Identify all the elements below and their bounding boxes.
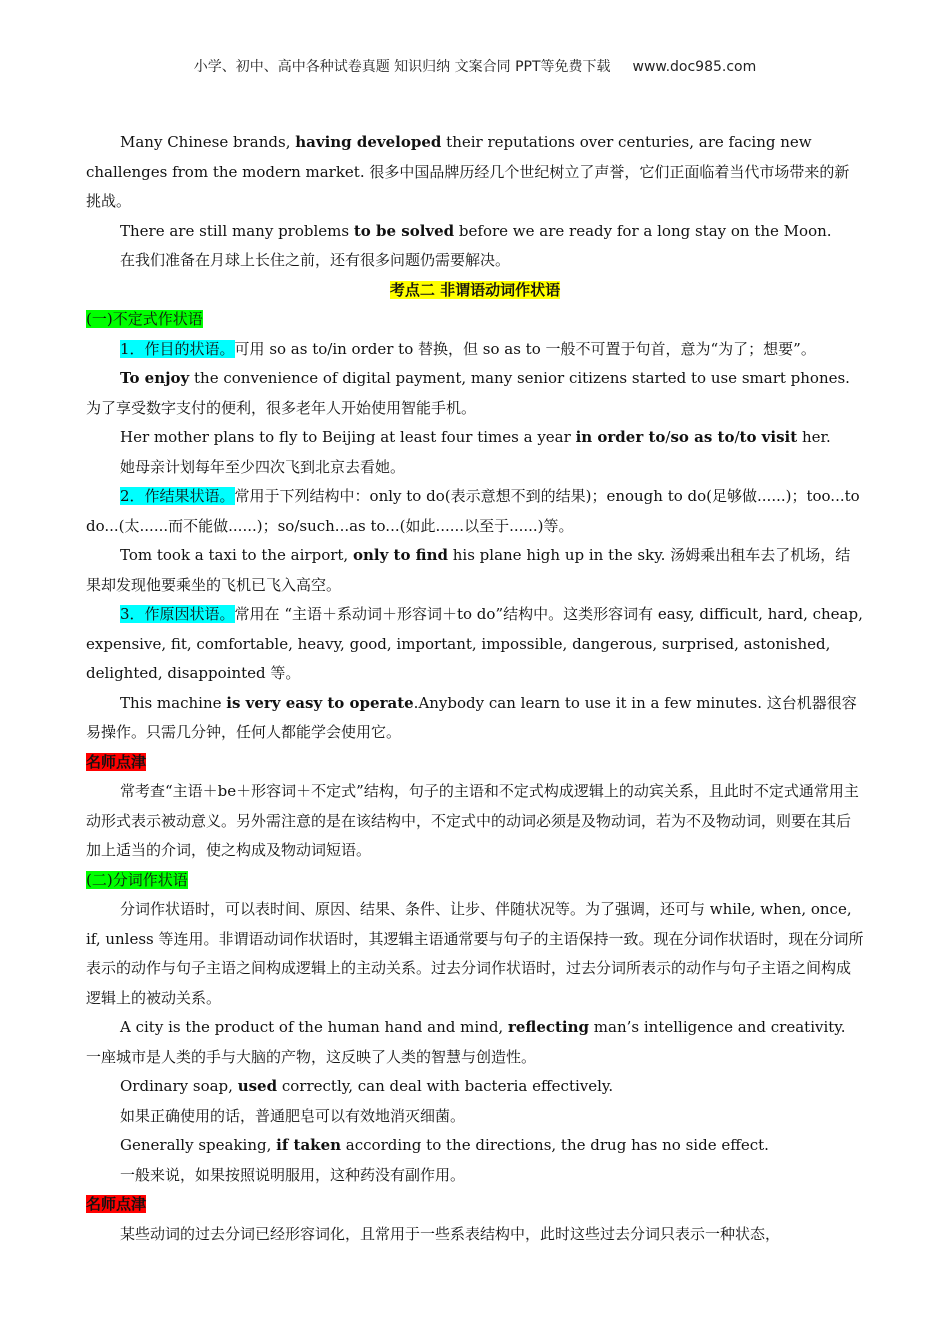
paragraph: 如果正确使用的话，普通肥皂可以有效地消灭细菌。 xyxy=(120,1106,466,1125)
paragraph: This machine is very easy to operate.Anybody can learn to use it in a few minutes. 这台机器很容易操作。只需几分钟，任何人都能学会使用它。 xyxy=(86,693,857,741)
paragraph: Many Chinese brands, having developed their reputations over centuries, are facing new challenges from the modern market. 很多中国品牌历经几个世纪树立了声誉，它们正面临着当代市场带来的新挑战。 xyxy=(86,133,850,210)
paragraph: 2．作结果状语。常用于下列结构中：only to do(表示意想不到的结果)；enough to do(足够做......)；too...to do...(太......而不能做......)；so/such...as to...(如此......以至于......)等。 xyxy=(86,487,860,535)
section-title: 考点二 非谓语动词作状语 xyxy=(389,280,561,299)
paragraph: 分词作状语时，可以表时间、原因、结果、条件、让步、伴随状况等。为了强调，还可与 while, when, once, if, unless 等连用。非谓语动词作状语时，其逻辑主语通常要与句子的主语保持一致。现在分词作状语时，现在分词所表示的动作与句子主语之间构成逻辑上的主动关系。过去分词作状语时，过去分词所表示的动作与句子主语之间构成逻辑上的被动关系。 xyxy=(86,900,864,1007)
paragraph: There are still many problems to be solved before we are ready for a long stay on the Moon. xyxy=(120,221,832,240)
paragraph: Her mother plans to fly to Beijing at least four times a year in order to/so as to/to visit her. xyxy=(120,428,831,446)
paragraph: 常考查“主语＋be＋形容词＋不定式”结构，句子的主语和不定式构成逻辑上的动宾关系，且此时不定式通常用主动形式表示被动意义。另外需注意的是在该结构中，不定式中的动词必须是及物动词，若为不及物动词，则要在其后加上适当的介词，使之构成及物动词短语。 xyxy=(86,782,859,859)
paragraph: To enjoy the convenience of digital payment, many senior citizens started to use smart phones. 为了享受数字支付的便利，很多老年人开始使用智能手机。 xyxy=(86,369,850,417)
paragraph: 她母亲计划每年至少四次飞到北京去看她。 xyxy=(120,457,406,476)
header-text: 小学、初中、高中各种试卷真题 知识归纳 文案合同 PPT等免费下载 xyxy=(193,59,611,75)
paragraph: 1．作目的状语。可用 so as to/in order to 替换，但 so as to 一般不可置于句首，意为“为了；想要”。 xyxy=(120,339,816,358)
paragraph: Ordinary soap, used correctly, can deal with bacteria effectively. xyxy=(120,1077,614,1095)
paragraph: Tom took a taxi to the airport, only to find his plane high up in the sky. 汤姆乘出租车去了机场，结果却发现他要乘坐的飞机已飞入高空。 xyxy=(86,546,851,594)
subsection-title: (一)不定式作状语 xyxy=(86,310,203,328)
page-header xyxy=(0,56,950,76)
header-url[interactable]: www.doc985.com xyxy=(632,59,757,75)
tip-label: 名师点津 xyxy=(86,752,147,771)
subsection-title: (二)分词作状语 xyxy=(86,870,188,889)
tip-label: 名师点津 xyxy=(86,1195,147,1213)
paragraph: A city is the product of the human hand and mind, reflecting man’s intelligence and creativity. 一座城市是人类的手与大脑的产物，这反映了人类的智慧与创造性。 xyxy=(86,1018,846,1066)
paragraph: 3．作原因状语。常用在 “主语＋系动词＋形容词＋to do”结构中。这类形容词有 easy, difficult, hard, cheap, expensive, fit, comfortable, heavy, good, important, impossible, dangerous, surprised, astonished, delighted, disappointed 等。 xyxy=(86,605,863,682)
document-body xyxy=(86,128,864,1249)
paragraph: 某些动词的过去分词已经形容词化，且常用于一些系表结构中，此时这些过去分词只表示一种状态， xyxy=(120,1224,781,1243)
paragraph: 在我们准备在月球上长住之前，还有很多问题仍需要解决。 xyxy=(120,251,511,269)
paragraph: Generally speaking, if taken according to the directions, the drug has no side effect. xyxy=(120,1136,769,1154)
paragraph: 一般来说，如果按照说明服用，这种药没有副作用。 xyxy=(120,1165,466,1184)
